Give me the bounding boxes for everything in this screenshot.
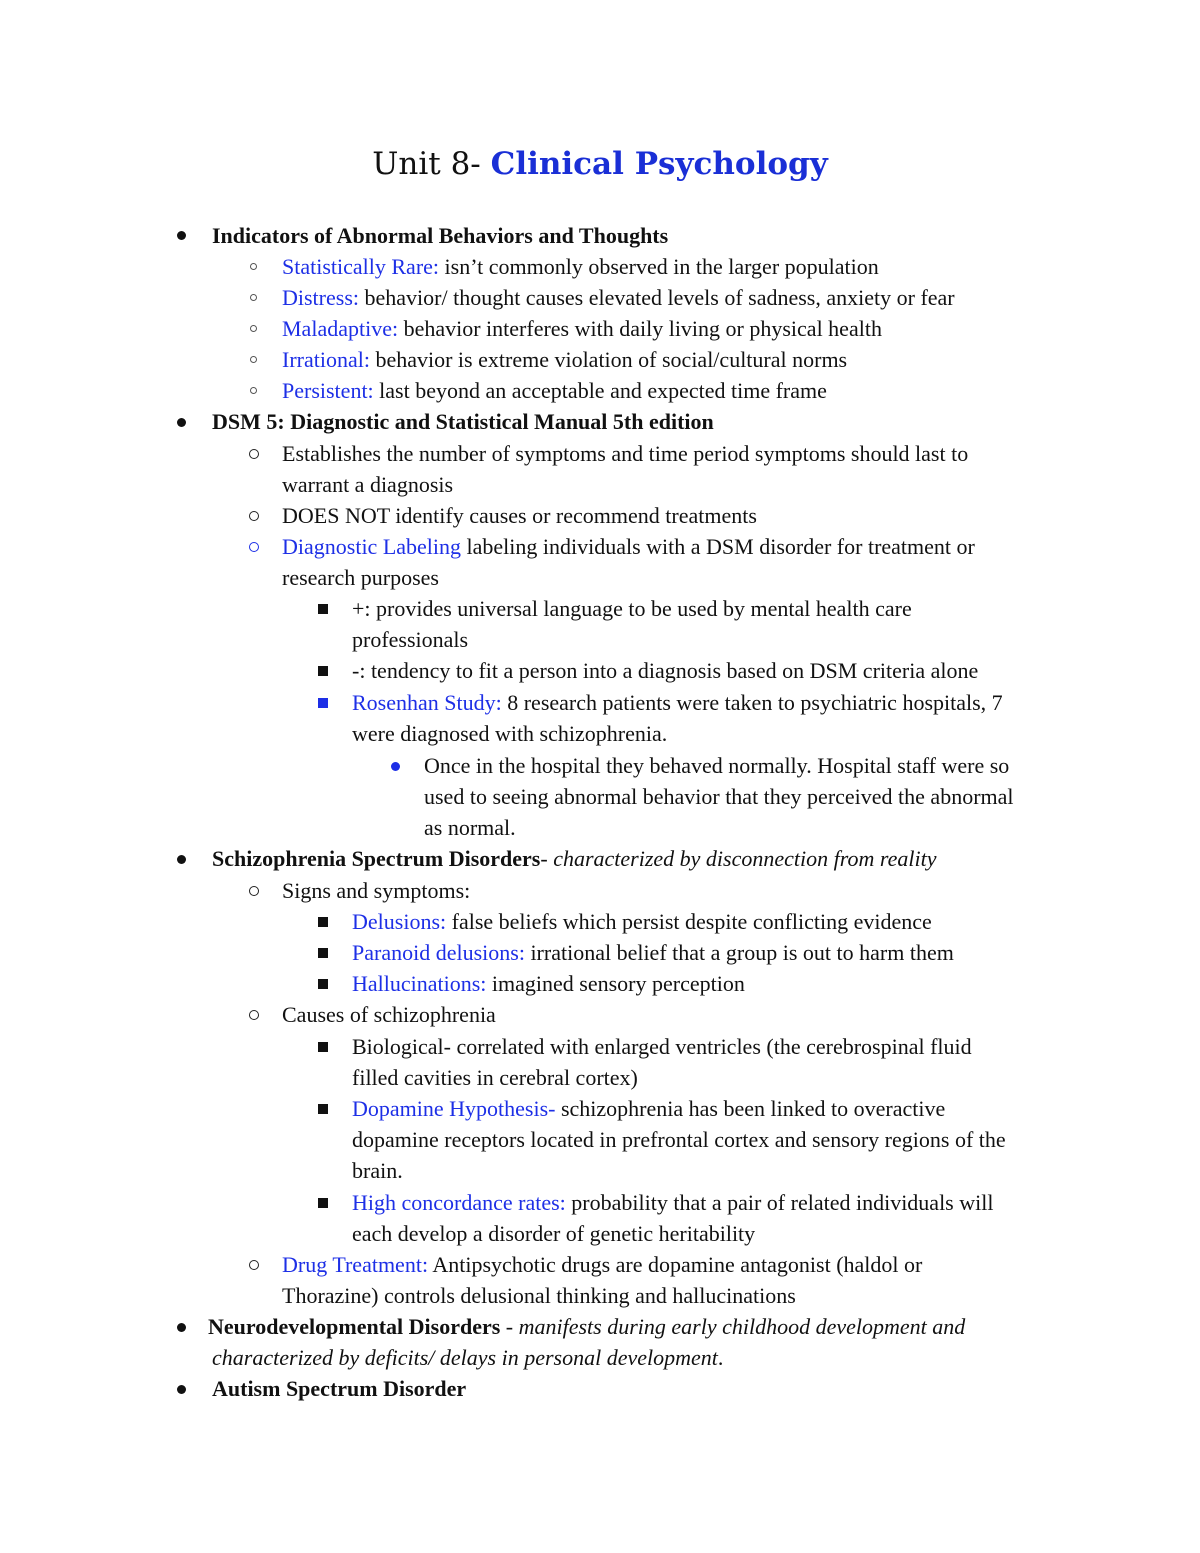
list-item-continued: as normal. (424, 815, 516, 840)
definition: behavior/ thought causes elevated levels of sadness, anxiety or fear (359, 285, 955, 310)
bullet-dot (177, 418, 186, 427)
bullet-circle (249, 1260, 259, 1270)
term: Rosenhan Study: (352, 690, 502, 715)
term: Persistent: (282, 378, 374, 403)
description-text: characterized by deficits/ delays in personal development (212, 1345, 718, 1370)
bullet-square (318, 1042, 328, 1052)
bullet-dot (177, 1323, 186, 1332)
list-item (352, 1093, 945, 1124)
bullet-circle (250, 387, 257, 394)
term: Dopamine Hypothesis- (352, 1096, 556, 1121)
term: Statistically Rare: (282, 254, 440, 279)
list-item: Once in the hospital they behaved normally. Hospital staff were so (424, 753, 1010, 778)
list-item (282, 375, 827, 406)
list-item (282, 251, 879, 282)
bullet-dot (391, 762, 400, 771)
definition: false beliefs which persist despite conflicting evidence (446, 909, 932, 934)
definition: imagined sensory perception (486, 971, 745, 996)
term: Drug Treatment: (282, 1252, 429, 1277)
bullet-square (318, 604, 328, 614)
bullet-square (318, 917, 328, 927)
definition: labeling individuals with a DSM disorder for treatment or (461, 534, 975, 559)
bullet-circle (249, 511, 259, 521)
bullet-circle (249, 1010, 259, 1020)
bullet-square (318, 666, 328, 676)
heading-description-continued (212, 1342, 723, 1373)
definition: behavior interferes with daily living or physical health (398, 316, 882, 341)
bullet-dot (177, 1385, 186, 1394)
list-item-continued: research purposes (282, 565, 439, 590)
section-heading-indicators: Indicators of Abnormal Behaviors and Thoughts (212, 223, 669, 248)
bullet-circle (249, 449, 259, 459)
definition: last beyond an acceptable and expected time frame (373, 378, 827, 403)
list-item (282, 313, 882, 344)
list-item (282, 531, 975, 562)
bullet-circle (250, 325, 257, 332)
section-heading-schizophrenia (212, 843, 936, 874)
list-item-continued: Thorazine) controls delusional thinking and hallucinations (282, 1283, 796, 1308)
list-item-continued: filled cavities in cerebral cortex) (352, 1065, 638, 1090)
list-item-continued: warrant a diagnosis (282, 472, 454, 497)
heading-text: Schizophrenia Spectrum Disorders (212, 846, 541, 871)
list-item (352, 687, 1003, 718)
definition: 8 research patients were taken to psychiatric hospitals, 7 (501, 690, 1003, 715)
list-item-continued: were diagnosed with schizophrenia. (352, 721, 668, 746)
list-item-continued: each develop a disorder of genetic heritability (352, 1221, 756, 1246)
list-item-continued: dopamine receptors located in prefrontal cortex and sensory regions of the (352, 1127, 1006, 1152)
list-item: Causes of schizophrenia (282, 1002, 496, 1027)
list-item: Signs and symptoms: (282, 878, 471, 903)
term: Hallucinations: (352, 971, 487, 996)
list-item: Establishes the number of symptoms and time period symptoms should last to (282, 441, 969, 466)
bullet-dot (177, 855, 186, 864)
term: Maladaptive: (282, 316, 399, 341)
description-period: . (717, 1345, 724, 1370)
list-item (352, 1187, 993, 1218)
list-item: Biological- correlated with enlarged ventricles (the cerebrospinal fluid (352, 1034, 972, 1059)
bullet-circle (249, 886, 259, 896)
list-item (282, 344, 847, 375)
heading-text: Neurodevelopmental Disorders (208, 1314, 501, 1339)
bullet-circle (250, 356, 257, 363)
title-unit: Unit 8- (372, 146, 481, 182)
list-item (352, 937, 954, 968)
list-item-continued: brain. (352, 1158, 403, 1183)
term: Paranoid delusions: (352, 940, 525, 965)
page-title (0, 142, 1200, 186)
list-item (352, 906, 932, 937)
section-heading-neurodevelopmental (208, 1311, 965, 1342)
term: Diagnostic Labeling (282, 534, 462, 559)
section-heading-autism: Autism Spectrum Disorder (212, 1376, 467, 1401)
list-item-continued: professionals (352, 627, 469, 652)
bullet-circle (250, 294, 257, 301)
definition: irrational belief that a group is out to harm them (524, 940, 954, 965)
bullet-square (318, 979, 328, 989)
bullet-circle (250, 263, 257, 270)
list-item-continued: used to seeing abnormal behavior that they perceived the abnormal (424, 784, 1014, 809)
bullet-square (318, 948, 328, 958)
bullet-circle (249, 542, 259, 552)
section-heading-dsm5: DSM 5: Diagnostic and Statistical Manual 5th edition (212, 409, 714, 434)
bullet-square (318, 698, 328, 708)
definition: probability that a pair of related individuals will (565, 1190, 994, 1215)
list-item (282, 282, 955, 313)
term: High concordance rates: (352, 1190, 566, 1215)
heading-description: - manifests during early childhood development and (500, 1314, 966, 1339)
heading-description: - characterized by disconnection from reality (540, 846, 937, 871)
term: Irrational: (282, 347, 370, 372)
bullet-square (318, 1104, 328, 1114)
title-subject: Clinical Psychology (490, 146, 828, 182)
list-item: -: tendency to fit a person into a diagnosis based on DSM criteria alone (352, 658, 979, 683)
list-item: DOES NOT identify causes or recommend treatments (282, 503, 757, 528)
list-item (282, 1249, 922, 1280)
list-item (352, 968, 745, 999)
definition: Antipsychotic drugs are dopamine antagonist (haldol or (428, 1252, 923, 1277)
term: Delusions: (352, 909, 447, 934)
definition: behavior is extreme violation of social/cultural norms (369, 347, 848, 372)
bullet-square (318, 1198, 328, 1208)
list-item: +: provides universal language to be used by mental health care (352, 596, 912, 621)
definition: isn’t commonly observed in the larger population (439, 254, 879, 279)
term: Distress: (282, 285, 359, 310)
bullet-dot (177, 231, 186, 240)
definition: schizophrenia has been linked to overactive (555, 1096, 946, 1121)
